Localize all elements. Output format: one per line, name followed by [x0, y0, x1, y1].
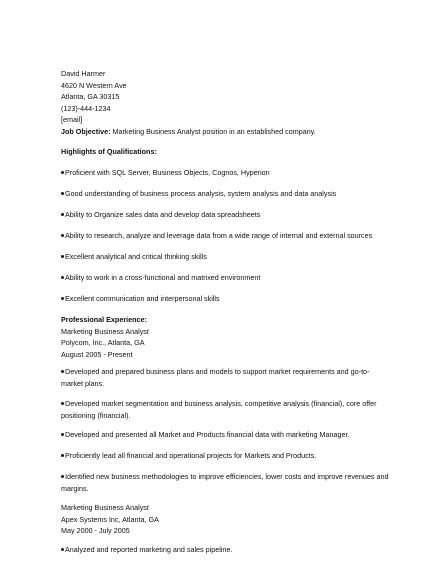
- bullet-icon: [61, 276, 64, 279]
- job-objective: [61, 126, 391, 138]
- job-dates: May 2000 - July 2005: [61, 526, 130, 535]
- qualification-item: Ability to Organize sales data and develop data spreadsheets: [61, 209, 391, 221]
- bullet-icon: [61, 548, 64, 551]
- bullet-icon: [61, 454, 64, 457]
- job-title: Marketing Business Analyst: [61, 326, 149, 336]
- bullet-icon: [61, 192, 64, 195]
- phone-number: (123)-444-1234: [61, 103, 111, 113]
- bullet-icon: [61, 475, 64, 478]
- candidate-name: David Harmer: [61, 69, 106, 78]
- bullet-icon: [61, 213, 64, 216]
- experience-item: Proficiently lead all financial and operational projects for Markets and Products.: [61, 450, 391, 462]
- experience-section: [61, 314, 391, 360]
- second-job: [61, 502, 391, 537]
- bullet-icon: [61, 402, 64, 405]
- job-title: Marketing Business Analyst: [61, 503, 149, 512]
- job-company: Polycom, Inc., Atlanta, GA: [61, 338, 145, 347]
- city-state-zip: Atlanta, GA 30315: [61, 92, 120, 101]
- experience-item: Developed and prepared business plans and models to support market requirements and go-to-market plans.: [61, 367, 370, 388]
- qualifications-heading: Highlights of Qualifications:: [61, 147, 157, 156]
- experience-item: Developed market segmentation and business analysis, competitive analysis (financial), core offer positioning (financial).: [61, 399, 377, 420]
- bullet-icon: [61, 370, 64, 373]
- street-address: 4620 N Western Ave: [61, 80, 127, 90]
- experience-item: Developed and presented all Market and Products financial data with marketing Manager.: [61, 429, 391, 441]
- experience-item: Identified new business methodologies to improve efficiencies, lower costs and improve revenues and margins.: [61, 472, 389, 493]
- bullet-icon: [61, 234, 64, 237]
- qualification-item: Ability to work in a cross-functional and matrixed environment: [61, 272, 391, 284]
- experience-item: Analyzed and reported marketing and sales pipeline.: [61, 544, 391, 556]
- bullet-icon: [61, 297, 64, 300]
- bullet-icon: [61, 171, 64, 174]
- qualification-item: Proficient with SQL Server, Business Objects, Cognos, Hyperion: [61, 167, 391, 179]
- job-company: Apex Systems Inc, Atlanta, GA: [61, 514, 159, 524]
- experience-heading: Professional Experience:: [61, 315, 147, 324]
- email-address: [email]: [61, 115, 83, 124]
- bullet-icon: [61, 255, 64, 258]
- objective-text: Marketing Business Analyst position in an established company.: [112, 126, 316, 136]
- contact-block: [61, 68, 391, 137]
- bullet-icon: [61, 433, 64, 436]
- job-dates: August 2005 - Present: [61, 349, 133, 359]
- qualification-item: Ability to research, analyze and leverage data from a wide range of internal and external sources: [61, 230, 391, 242]
- qualification-item: Excellent analytical and critical thinking skills: [61, 251, 391, 263]
- qualification-item: Excellent communication and interpersonal skills: [61, 293, 391, 305]
- objective-label: Job Objective:: [61, 126, 111, 136]
- qualification-item: Good understanding of business process analysis, system analysis and data analysis: [61, 188, 391, 200]
